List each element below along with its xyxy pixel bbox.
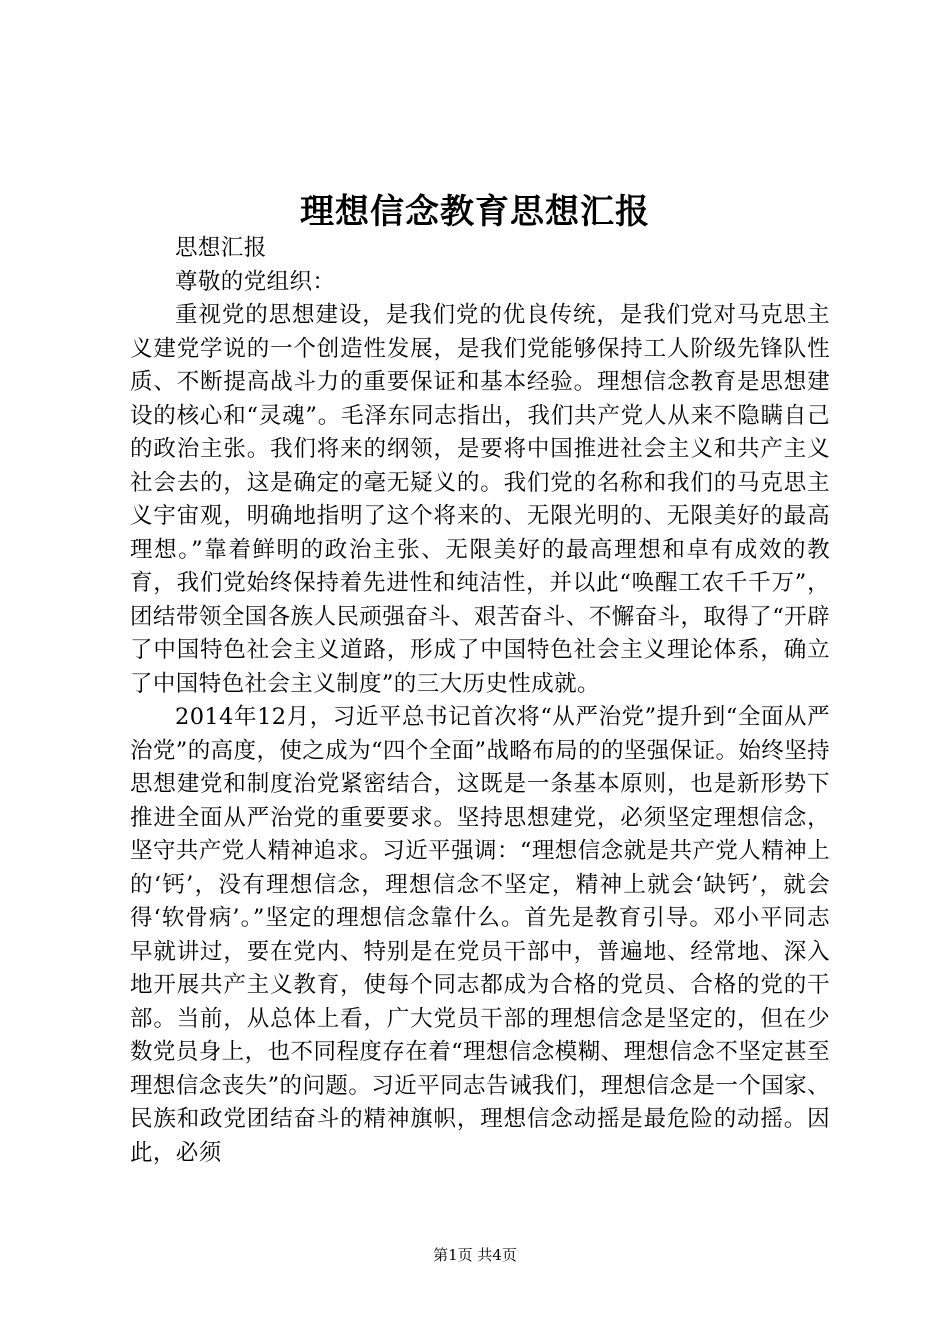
document-title: 理想信念教育思想汇报 — [300, 192, 650, 232]
body-paragraph: 重视党的思想建设，是我们党的优良传统，是我们党对马克思主义建党学说的一个创造性发展，是我们党能够保持工人阶级先锋队性质、不断提高战斗力的重要保证和基本经验。理想信念教育是思想建设的核心和“灵魂”。毛泽东同志指出，我们共产党人从来不隐瞒自己的政治主张。我们将来的纲领，是要将中国推进社会主义和共产主义社会去的，这是确定的毫无疑义的。我们党的名称和我们的马克思主义宇宙观，明确地指明了这个将来的、无限光明的、无限美好的最高理想。”靠着鲜明的政治主张、无限美好的最高理想和卓有成效的教育，我们党始终保持着先进性和纯洁性，并以此“唤醒工农千千万”，团结带领全国各族人民顽强奋斗、艰苦奋斗、不懈奋斗，取得了“开辟了中国特色社会主义道路，形成了中国特色社会主义理论体系，确立了中国特色社会主义制度”的三大历史性成就。 — [130, 302, 830, 697]
report-heading: 思想汇报 — [175, 235, 267, 261]
salutation: 尊敬的党组织： — [175, 268, 336, 295]
body-paragraph: 2014年12月，习近平总书记首次将“从严治党”提升到“全面从严治党”的高度，使之成为“四个全面”战略布局的的坚强保证。始终坚持思想建党和制度治党紧密结合，这既是一条基本原则，也是新形势下推进全面从严治党的重要要求。坚持思想建党，必须坚定理想信念，坚守共产党人精神追求。习近平强调：“理想信念就是共产党人精神上的‘钙’，没有理想信念，理想信念不坚定，精神上就会‘缺钙’，就会得‘软骨病’。”坚定的理想信念靠什么。首先是教育引导。邓小平同志早就讲过，要在党内、特别是在党员干部中，普遍地、经常地、深入地开展共产主义教育，使每个同志都成为合格的党员、合格的党的干部。当前，从总体上看，广大党员干部的理想信念是坚定的，但在少数党员身上，也不同程度存在着“理想信念模糊、理想信念不坚定甚至理想信念丧失”的问题。习近平同志告诫我们，理想信念是一个国家、民族和政党团结奋斗的精神旗帜，理想信念动摇是最危险的动摇。因此，必须 — [130, 704, 830, 1166]
document-body — [130, 232, 830, 1170]
page-number-footer: 第1页 共4页 — [433, 1246, 517, 1264]
